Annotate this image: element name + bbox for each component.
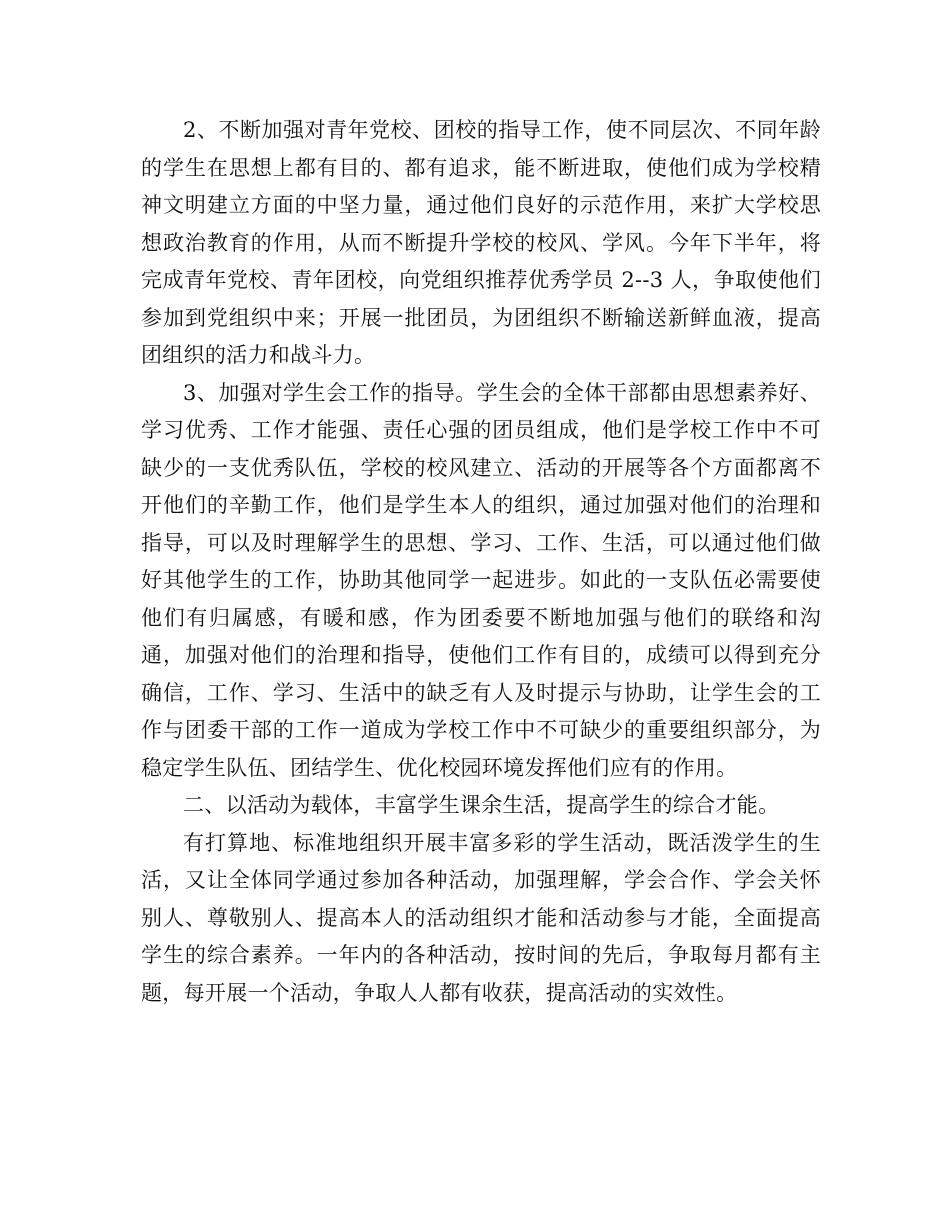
section-heading-activities: 二、以活动为载体，丰富学生课余生活，提高学生的综合才能。 (183, 793, 780, 817)
paragraph-youth-party-school: 2、不断加强对青年党校、团校的指导工作，使不同层次、不同年龄的学生在思想上都有目的、都有追求，能不断进取，使他们成为学校精神文明建立方面的中坚力量，通过他们良好的示范作用，来扩大学校思想政治教育的作用，从而不断提升学校的校风、学风。今年下半年，将完成青年党校、青年团校，向党组织推荐优秀学员 2--3 人，争取使他们参加到党组织中来；开展一批团员，为团组织不断输送新鲜血液，提高团组织的活力和战斗力。 (141, 118, 821, 367)
paragraph-student-activities: 有打算地、标准地组织开展丰富多彩的学生活动，既活泼学生的生活，又让全体同学通过参加各种活动，加强理解，学会合作、学会关怀别人、尊敬别人、提高本人的活动组织才能和活动参与才能，全面提高学生的综合素养。一年内的各种活动，按时间的先后，争取每月都有主题，每开展一个活动，争取人人都有收获，提高活动的实效性。 (141, 830, 821, 1005)
paragraph-student-union: 3、加强对学生会工作的指导。学生会的全体干部都由思想素养好、学习优秀、工作才能强、责任心强的团员组成，他们是学校工作中不可缺少的一支优秀队伍，学校的校风建立、活动的开展等各个方面都离不开他们的辛勤工作，他们是学生本人的组织，通过加强对他们的治理和指导，可以及时理解学生的思想、学习、工作、生活，可以通过他们做好其他学生的工作，协助其他同学一起进步。如此的一支队伍必需要使他们有归属感，有暖和感，作为团委要不断地加强与他们的联络和沟通，加强对他们的治理和指导，使他们工作有目的，成绩可以得到充分确信，工作、学习、生活中的缺乏有人及时提示与协助，让学生会的工作与团委干部的工作一道成为学校工作中不可缺少的重要组织部分，为稳定学生队伍、团结学生、优化校园环境发挥他们应有的作用。 (141, 380, 821, 780)
document-body (141, 112, 821, 1012)
